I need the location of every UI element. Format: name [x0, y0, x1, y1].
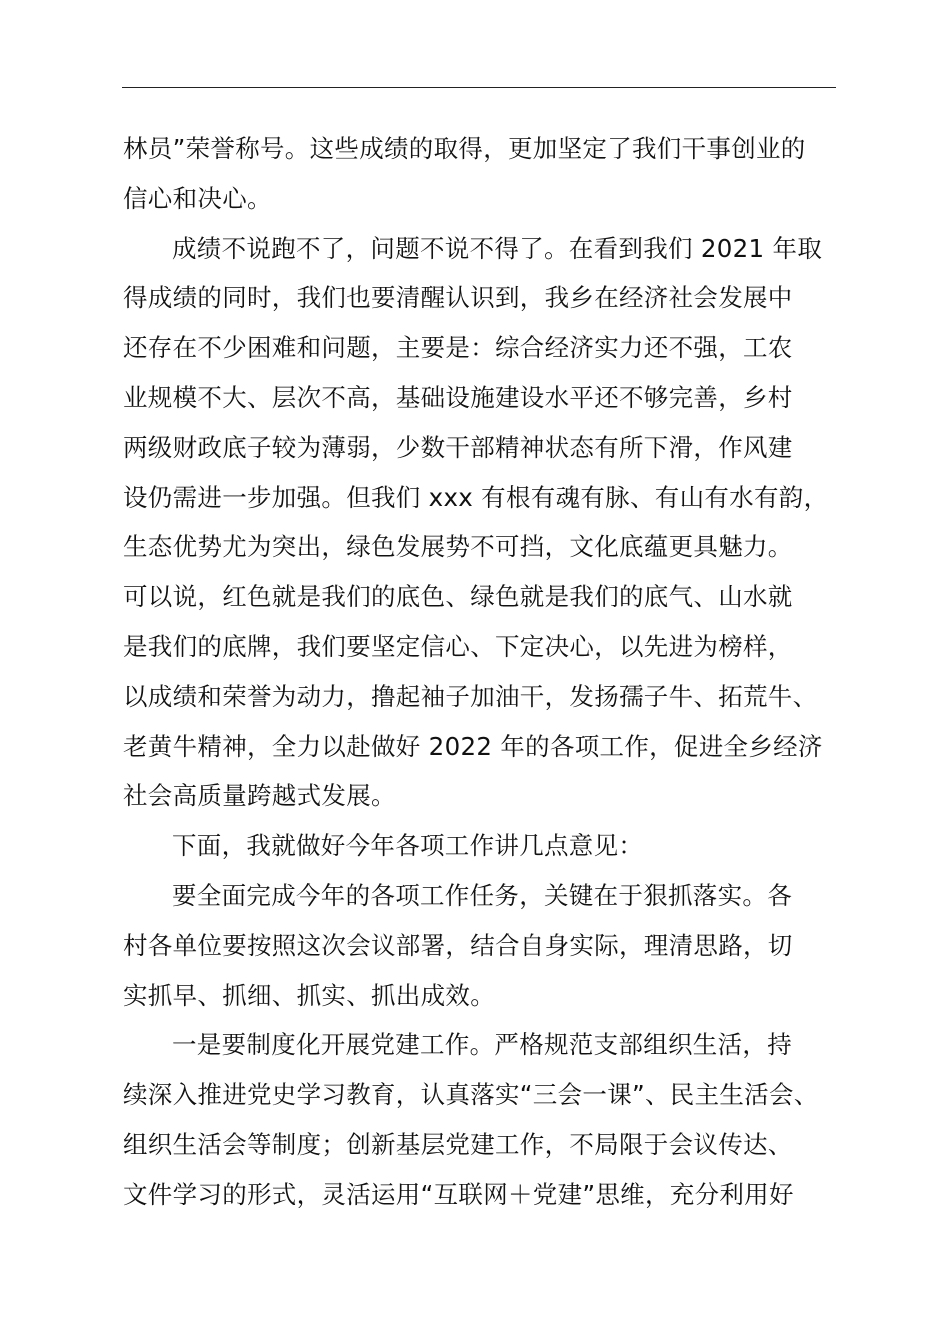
text-line: 是我们的底牌，我们要坚定信心、下定决心，以先进为榜样， [123, 631, 793, 661]
document-body [123, 124, 863, 1220]
text-line: 得成绩的同时，我们也要清醒认识到，我乡在经济社会发展中 [123, 283, 793, 313]
text-line: 文件学习的形式，灵活运用“互联网＋党建”思维，充分利用好 [123, 1179, 794, 1209]
text-line: 业规模不大、层次不高，基础设施建设水平还不够完善，乡村 [123, 382, 793, 412]
text-line: 生态优势尤为突出，绿色发展势不可挡，文化底蕴更具魅力。 [123, 532, 793, 562]
text-line: 信心和决心。 [123, 183, 272, 213]
text-line: 村各单位要按照这次会议部署，结合自身实际，理清思路，切 [123, 930, 793, 960]
text-line: 以成绩和荣誉为动力，撸起袖子加油干，发扬孺子牛、拓荒牛、 [123, 681, 818, 711]
text-line: 还存在不少困难和问题，主要是：综合经济实力还不强，工农 [123, 333, 793, 363]
paragraph-start-line: 一是要制度化开展党建工作。严格规范支部组织生活，持 [172, 1030, 792, 1060]
paragraph-start-line: 下面，我就做好今年各项工作讲几点意见： [172, 831, 644, 861]
text-line: 续深入推进党史学习教育，认真落实“三会一课”、民主生活会、 [123, 1080, 819, 1110]
text-line: 老黄牛精神，全力以赴做好 2022 年的各项工作，促进全乡经济 [123, 731, 823, 761]
text-line: 设仍需进一步加强。但我们 xxx 有根有魂有脉、有山有水有韵， [123, 482, 829, 512]
text-line: 两级财政底子较为薄弱，少数干部精神状态有所下滑，作风建 [123, 432, 793, 462]
text-line: 组织生活会等制度；创新基层党建工作，不局限于会议传达、 [123, 1129, 793, 1159]
text-line: 林员”荣誉称号。这些成绩的取得，更加坚定了我们干事创业的 [123, 134, 806, 163]
header-rule [122, 87, 836, 88]
text-line: 可以说，红色就是我们的底色、绿色就是我们的底气、山水就 [123, 582, 793, 612]
text-line: 社会高质量跨越式发展。 [123, 781, 396, 811]
text-line: 实抓早、抓细、抓实、抓出成效。 [123, 980, 495, 1010]
paragraph-start-line: 要全面完成今年的各项工作任务，关键在于狠抓落实。各 [172, 880, 792, 910]
paragraph-start-line: 成绩不说跑不了，问题不说不得了。在看到我们 2021 年取 [172, 233, 823, 263]
